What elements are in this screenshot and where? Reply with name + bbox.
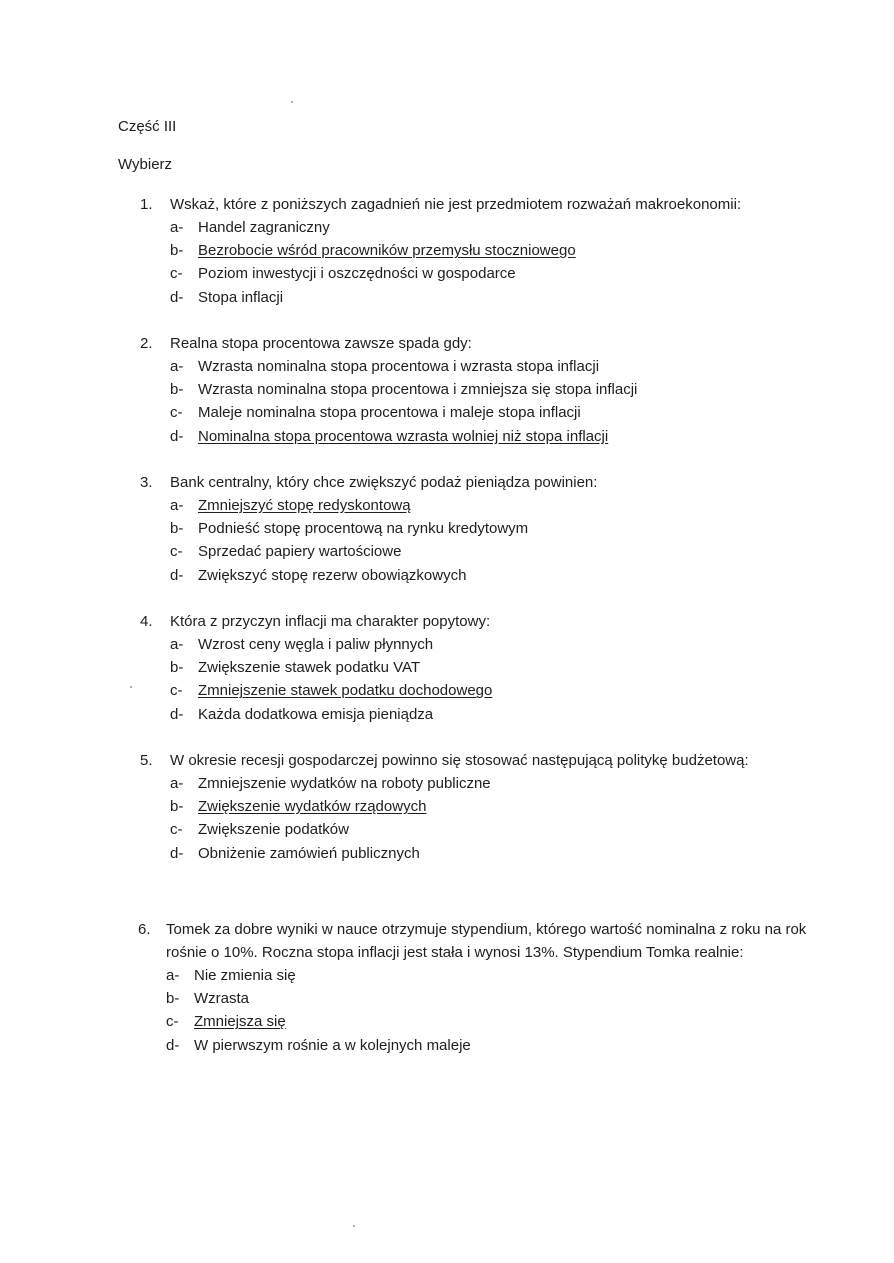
option-letter: a- [170, 775, 184, 792]
option-letter: b- [170, 381, 184, 399]
option-text: W pierwszym rośnie a w kolejnych maleje [194, 1036, 471, 1054]
option-letter: b- [166, 990, 180, 1008]
option-text: Sprzedać papiery wartościowe [198, 543, 402, 561]
option-text: Zwiększenie stawek podatku VAT [198, 659, 421, 677]
option-letter: a- [170, 636, 184, 653]
option-text: Zmniejszenie wydatków na roboty publiczne [198, 775, 491, 792]
option-a [140, 633, 820, 656]
scan-speck [353, 1225, 355, 1227]
option-d [140, 564, 820, 587]
option-text: Wzrasta [194, 990, 250, 1008]
question-stem [140, 610, 820, 633]
option-letter: a- [170, 219, 184, 236]
question-number: 6. [138, 921, 151, 938]
option-list [140, 355, 820, 448]
option-letter: d- [170, 844, 184, 862]
question-stem [140, 332, 820, 355]
option-letter: c- [166, 1013, 179, 1031]
option-a [140, 772, 820, 795]
question-stem [140, 193, 820, 216]
option-letter: d- [170, 427, 184, 445]
question-stem [138, 918, 818, 964]
option-text-correct: Nominalna stopa procentowa wzrasta wolniej niż stopa inflacji [198, 427, 609, 445]
option-a [140, 355, 820, 378]
option-text: Poziom inwestycji i oszczędności w gospodarce [198, 265, 516, 283]
option-text: Obniżenie zamówień publicznych [198, 844, 420, 862]
question-1 [140, 193, 820, 309]
option-d [138, 1034, 818, 1057]
question-text: W okresie recesji gospodarczej powinno się stosować następującą politykę budżetową: [170, 752, 749, 769]
question-5 [140, 749, 820, 865]
option-text: Każda dodatkowa emisja pieniądza [198, 705, 434, 723]
section-title: Część III [118, 118, 177, 135]
option-letter: c- [170, 265, 183, 283]
question-number: 1. [140, 196, 153, 213]
question-text: Tomek za dobre wyniki w nauce otrzymuje stypendium, którego wartość nominalna z roku na rok rośnie o 10%. Roczna stopa inflacji jest stała i wynosi 13%. Stypendium Tomka realnie: [166, 921, 807, 961]
question-number: 4. [140, 613, 153, 630]
scan-speck [130, 686, 132, 688]
option-letter: c- [170, 821, 183, 839]
option-d [140, 842, 820, 865]
option-c [140, 540, 820, 563]
option-d [140, 425, 820, 448]
option-letter: b- [170, 659, 184, 677]
option-text: Zwiększenie podatków [198, 821, 349, 839]
option-b [140, 656, 820, 679]
option-letter: c- [170, 682, 183, 700]
option-text: Podnieść stopę procentową na rynku kredytowym [198, 520, 529, 538]
question-text: Wskaż, które z poniższych zagadnień nie jest przedmiotem rozważań makroekonomii: [170, 196, 742, 213]
option-text: Nie zmienia się [194, 967, 296, 984]
option-a [138, 964, 818, 987]
question-number: 2. [140, 335, 153, 352]
option-text-correct: Zmniejszyć stopę redyskontową [198, 497, 411, 514]
option-text: Wzrasta nominalna stopa procentowa i wzrasta stopa inflacji [198, 358, 600, 375]
option-c [140, 679, 820, 702]
option-b [138, 987, 818, 1010]
option-list [138, 964, 818, 1057]
option-text: Wzrasta nominalna stopa procentowa i zmniejsza się stopa inflacji [198, 381, 638, 399]
option-letter: d- [170, 705, 184, 723]
question-number: 5. [140, 752, 153, 769]
option-list [140, 633, 820, 726]
option-letter: b- [170, 520, 184, 538]
option-letter: a- [166, 967, 180, 984]
question-6 [138, 918, 818, 1057]
option-list [140, 494, 820, 587]
option-text: Handel zagraniczny [198, 219, 330, 236]
option-b [140, 795, 820, 818]
option-letter: b- [170, 242, 184, 260]
option-a [140, 494, 820, 517]
option-d [140, 286, 820, 309]
option-text: Zwiększyć stopę rezerw obowiązkowych [198, 566, 467, 584]
question-4 [140, 610, 820, 726]
option-text-correct: Bezrobocie wśród pracowników przemysłu stoczniowego [198, 242, 576, 260]
question-text: Realna stopa procentowa zawsze spada gdy: [170, 335, 472, 352]
option-c [140, 262, 820, 285]
option-d [140, 703, 820, 726]
option-text-correct: Zwiększenie wydatków rządowych [198, 798, 427, 816]
option-b [140, 239, 820, 262]
question-text: Która z przyczyn inflacji ma charakter popytowy: [170, 613, 491, 630]
option-letter: c- [170, 404, 183, 422]
option-text: Stopa inflacji [198, 288, 284, 306]
option-list [140, 772, 820, 865]
scan-speck [291, 101, 293, 103]
option-text-correct: Zmniejsza się [194, 1013, 286, 1031]
option-letter: c- [170, 543, 183, 561]
option-text-correct: Zmniejszenie stawek podatku dochodowego [198, 682, 493, 700]
option-text: Maleje nominalna stopa procentowa i maleje stopa inflacji [198, 404, 581, 422]
option-letter: a- [170, 497, 184, 514]
option-b [140, 517, 820, 540]
question-text: Bank centralny, który chce zwiększyć podaż pieniądza powinien: [170, 474, 598, 491]
question-stem [140, 471, 820, 494]
question-number: 3. [140, 474, 153, 491]
option-b [140, 378, 820, 401]
option-c [138, 1010, 818, 1033]
option-letter: d- [170, 566, 184, 584]
question-stem [140, 749, 820, 772]
option-a [140, 216, 820, 239]
question-3 [140, 471, 820, 587]
option-c [140, 401, 820, 424]
option-letter: d- [170, 288, 184, 306]
option-text: Wzrost ceny węgla i paliw płynnych [198, 636, 434, 653]
question-2 [140, 332, 820, 448]
option-letter: b- [170, 798, 184, 816]
instruction-text: Wybierz [118, 156, 173, 173]
option-c [140, 818, 820, 841]
option-letter: d- [166, 1036, 180, 1054]
option-list [140, 216, 820, 309]
option-letter: a- [170, 358, 184, 375]
